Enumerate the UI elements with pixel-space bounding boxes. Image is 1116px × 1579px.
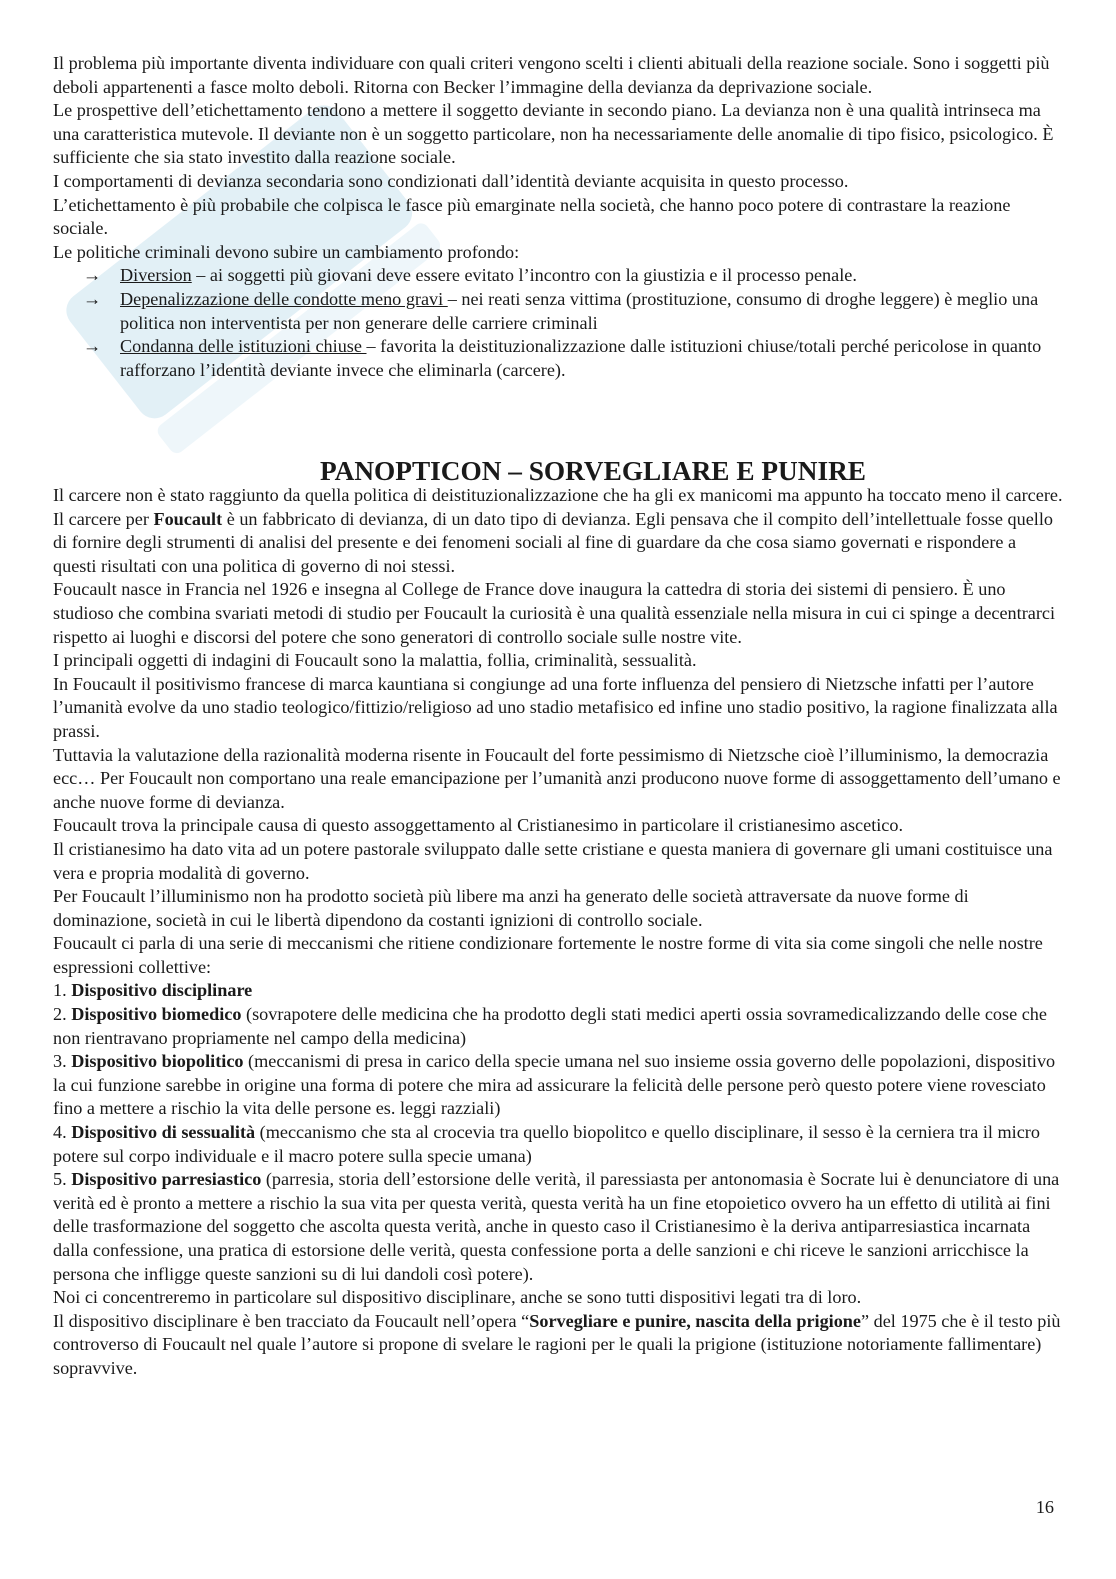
- device-description: (meccanismi di presa in carico della specie umana nel suo insieme ossia governo delle popolazioni, dispositivo la cui funzione sarebbe in origine una forma di potere che mira ad assicurare la felicità delle persone però questo potere viene rovesciato fino a mettere a rischio la vita delle persone es. leggi razziali): [53, 1051, 1056, 1119]
- item-number: 2.: [53, 1004, 72, 1025]
- list-item: [53, 979, 1063, 1003]
- item-number: 1.: [53, 980, 72, 1001]
- paragraph: Tuttavia la valutazione della razionalità moderna risente in Foucault del forte pessimismo di Nietzsche cioè l’illuminismo, la democrazia ecc… Per Foucault non comportano una reale emancipazione per l’umanità anzi producono nuove forme di assoggettamento dell’umano e anche nuove forme di devianza.: [53, 744, 1061, 812]
- list-item: [53, 1003, 1063, 1050]
- paragraph: Foucault ci parla di una serie di meccanismi che ritiene condizionare fortemente le nostre forme di vita sia come singoli che nelle nostre espressioni collettive:: [53, 933, 1043, 977]
- page-number: 16: [1035, 1497, 1054, 1517]
- device-description: (parresia, storia dell’estorsione delle verità, il paressiasta per antonomasia è Socrate lui è denunciatore di una verità ed è pronto a mettere a rischio la sua vita per questa verità, questa verità ha un fine etopoietico ovvero ha un effetto di utilità ai fini delle trasformazione del soggetto che ascolta questa verità, anche in questo caso il Cristianesimo è la deriva antiparresiastica incarnata dalla confessione, una pratica di estorsione delle verità, questa confessione porta a delle sanzioni e chi riceve le sanzioni arricchisce la persona che infligge queste sanzioni su di lui dandoli così potere).: [53, 1169, 1060, 1284]
- section-heading: [53, 456, 1116, 486]
- section-heading-text: PANOPTICON – SORVEGLIARE E PUNIRE: [319, 456, 867, 486]
- paragraph: Le politiche criminali devono subire un cambiamento profondo:: [53, 241, 520, 262]
- paragraph: Per Foucault l’illuminismo non ha prodotto società più libere ma anzi ha generato delle società attraversate da nuove forme di dominazione, società in cui le libertà dipendono da costanti ignizioni di controllo sociale.: [53, 886, 969, 930]
- paragraph: I principali oggetti di indagini di Foucault sono la malattia, follia, criminalità, sessualità.: [53, 650, 697, 671]
- device-name: Dispositivo di sessualità: [71, 1122, 256, 1143]
- item-number: 3.: [53, 1051, 72, 1072]
- policy-text: – favorita la deistituzionalizzazione dalle istituzioni chiuse/totali perché pericolose in quanto rafforzano l’identità deviante invece che eliminarla (carcere).: [120, 336, 1042, 380]
- text-run: è un fabbricato di devianza, di un dato tipo di devianza. Egli pensava che il compito dell’intellettuale fosse quello di fornire degli strumenti di analisi del presente e dei fenomeni sociali al fine di guardare da che cosa siamo governati e rispondere a questi risultati con una politica di governo di noi stessi.: [53, 508, 1053, 576]
- paragraph: Il cristianesimo ha dato vita ad un potere pastorale sviluppato dalle sette cristiane e questa maniera di governare gli umani costituisce una vera e propria modalità di governo.: [53, 838, 1053, 883]
- labelling-section: [53, 52, 1063, 382]
- paragraph: Il carcere non è stato raggiunto da quella politica di deistituzionalizzazione che ha gli ex manicomi ma appunto ha toccato meno il carcere.: [53, 485, 1063, 505]
- list-item: [53, 335, 1063, 382]
- paragraph: Noi ci concentreremo in particolare sul dispositivo disciplinare, anche se sono tutti dispositivi legati tra di loro.: [53, 1287, 862, 1308]
- list-item: [53, 288, 1063, 335]
- arrow-right-icon: →: [83, 288, 102, 309]
- device-name: Dispositivo biomedico: [71, 1004, 242, 1025]
- item-number: 5.: [53, 1169, 72, 1190]
- policy-term: Diversion: [120, 265, 192, 286]
- policy-text: – ai soggetti più giovani deve essere evitato l’incontro con la giustizia e il processo penale.: [191, 265, 857, 286]
- arrow-right-icon: →: [83, 265, 102, 286]
- device-description: (sovrapotere delle medicina che ha prodotto degli stati medici aperti ossia sovramedicalizzando delle cose che non rientravano propriamente nel campo della medicina): [53, 1004, 1047, 1048]
- paragraph: Il problema più importante diventa individuare con quali criteri vengono scelti i clienti abituali della reazione sociale. Sono i soggetti più deboli appartenenti a fasce molto deboli. Ritorna con Becker l’immagine della devianza da deprivazione sociale.: [53, 53, 1050, 97]
- policy-term: Depenalizzazione delle condotte meno gravi: [120, 288, 448, 309]
- paragraph: I comportamenti di devianza secondaria sono condizionati dall’identità deviante acquisita in questo processo.: [53, 170, 849, 191]
- policy-term: Condanna delle istituzioni chiuse: [120, 336, 367, 357]
- list-item: [53, 264, 1063, 288]
- list-item: [53, 1168, 1063, 1286]
- paragraph: L’etichettamento è più probabile che colpisca le fasce più emarginate nella società, che hanno poco potere di contrastare la reazione sociale.: [53, 194, 1011, 239]
- paragraph: Le prospettive dell’etichettamento tendono a mettere il soggetto deviante in secondo piano. La devianza non è una qualità intrinseca ma una caratteristica mutevole. Il deviante non è un soggetto particolare, non ha necessariamente delle anomalie di tipo fisico, psicologico. È sufficiente che sia stato investito dalla reazione sociale.: [53, 100, 1054, 168]
- list-item: [53, 1121, 1063, 1168]
- text-run: Il dispositivo disciplinare è ben tracciato da Foucault nell’opera “: [53, 1310, 530, 1331]
- paragraph: [53, 1310, 1063, 1381]
- paragraph: In Foucault il positivismo francese di marca kauntiana si congiunge ad una forte influenza del pensiero di Nietzsche infatti per l’autore l’umanità evolve da uno stadio teologico/fittizio/religioso ad uno stadio metafisico ed infine uno stadio positivo, la ragione finalizzata alla prassi.: [53, 673, 1058, 741]
- panopticon-section: [53, 484, 1063, 1381]
- device-name: Dispositivo parresiastico: [71, 1169, 262, 1190]
- list-item: [53, 1050, 1063, 1121]
- device-name: Dispositivo disciplinare: [71, 980, 253, 1001]
- paragraph: Foucault nasce in Francia nel 1926 e insegna al College de France dove inaugura la cattedra di storia dei sistemi di pensiero. È uno studioso che combina svariati metodi di studio per Foucault la curiosità è una qualità essenziale nella misura in cui ci spinge a decentrarci rispetto ai luoghi e discorsi del potere che sono generatori di controllo sociale sulle nostre vite.: [53, 579, 1056, 647]
- devices-list: [53, 979, 1063, 1286]
- arrow-right-icon: →: [83, 336, 102, 357]
- device-description: (meccanismo che sta al crocevia tra quello biopolitco e quello disciplinare, il sesso è la cerniera tra il micro potere sul corpo individuale e il macro potere sulla specie umana): [53, 1122, 1040, 1166]
- criminal-policy-list: [53, 264, 1063, 382]
- foucault-name: Foucault: [153, 508, 223, 529]
- paragraph: Foucault trova la principale causa di questo assoggettamento al Cristianesimo in particolare il cristianesimo ascetico.: [53, 815, 904, 836]
- item-number: 4.: [53, 1122, 72, 1143]
- text-run: Il carcere per: [53, 508, 154, 529]
- book-title: Sorvegliare e punire, nascita della prigione: [529, 1310, 861, 1331]
- paragraph: [53, 508, 1063, 579]
- device-name: Dispositivo biopolitico: [71, 1051, 244, 1072]
- text-run: ” del 1975 che è il testo più controverso di Foucault nel quale l’autore si propone di svelare le ragioni per le quali la prigione (istituzione notoriamente fallimentare) sopravvive.: [53, 1310, 1061, 1378]
- policy-text: – nei reati senza vittima (prostituzione, consumo di droghe leggere) è meglio una politica non interventista per non generare delle carriere criminali: [120, 288, 1039, 333]
